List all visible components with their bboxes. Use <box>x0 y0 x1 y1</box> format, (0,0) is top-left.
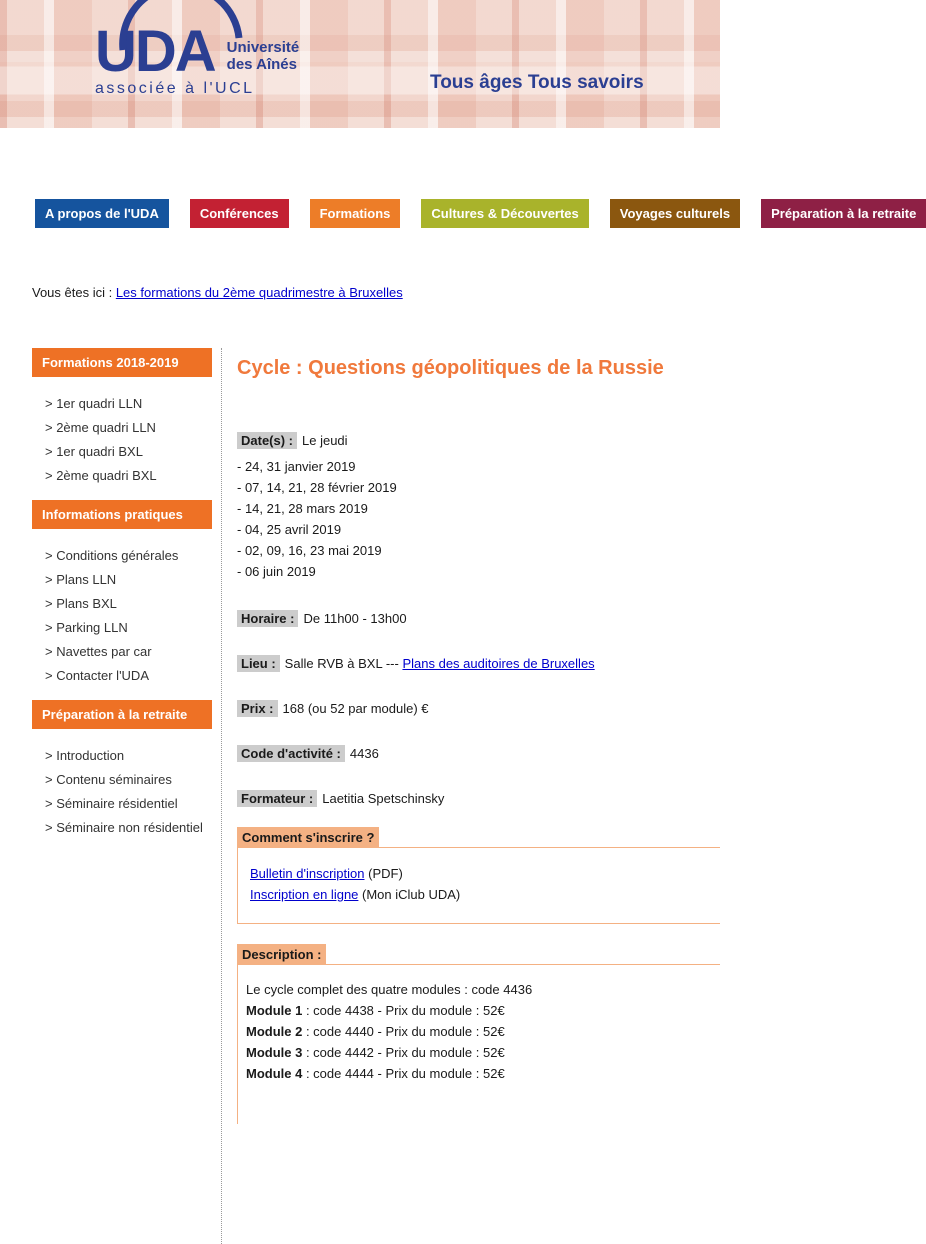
field-lieu-label: Lieu : <box>237 655 280 672</box>
sidebar-list-infos-pratiques <box>32 544 212 688</box>
date-line: - 14, 21, 28 mars 2019 <box>237 501 368 516</box>
field-horaire <box>237 610 720 627</box>
page-title: Cycle : Questions géopolitiques de la Russie <box>237 357 664 379</box>
logo-acronym: UDA <box>95 19 215 84</box>
sidebar-item-seminaire-non-residentiel[interactable]: > Séminaire non résidentiel <box>45 820 203 835</box>
nav-item-formations[interactable]: Formations <box>310 199 401 228</box>
module-name: Module 1 <box>246 1003 303 1018</box>
nav-item-a-propos[interactable]: A propos de l'UDA <box>35 199 169 228</box>
nav-item-voyages-culturels[interactable]: Voyages culturels <box>610 199 740 228</box>
field-horaire-value: De 11h00 - 13h00 <box>303 611 407 626</box>
logo-name-line1: Université <box>226 39 300 57</box>
inscription-box <box>237 848 720 924</box>
module-line <box>246 1021 720 1042</box>
inscription-heading-row <box>237 827 720 848</box>
nav-item-preparation-retraite[interactable]: Préparation à la retraite <box>761 199 926 228</box>
sidebar-item-introduction[interactable]: > Introduction <box>45 748 125 763</box>
field-code-activite <box>237 745 720 762</box>
field-lieu-value: Salle RVB à BXL --- <box>284 656 403 671</box>
sidebar-header-infos-pratiques[interactable]: Informations pratiques <box>32 500 212 529</box>
field-prix-label: Prix : <box>237 700 278 717</box>
sidebar <box>32 348 212 1244</box>
description-heading: Description : <box>237 944 326 964</box>
module-name: Module 2 <box>246 1024 303 1039</box>
field-code-value: 4436 <box>349 746 379 761</box>
date-line: - 06 juin 2019 <box>237 564 316 579</box>
bulletin-inscription-suffix: (PDF) <box>364 866 403 881</box>
sidebar-item-plans-lln[interactable]: > Plans LLN <box>45 572 117 587</box>
sidebar-item-conditions-generales[interactable]: > Conditions générales <box>45 548 179 563</box>
module-detail: : code 4440 - Prix du module : 52€ <box>302 1024 505 1039</box>
module-detail: : code 4444 - Prix du module : 52€ <box>302 1066 505 1081</box>
sidebar-header-preparation-retraite[interactable]: Préparation à la retraite <box>32 700 212 729</box>
sidebar-item-parking-lln[interactable]: > Parking LLN <box>45 620 128 635</box>
inscription-line-bulletin <box>250 863 720 884</box>
sidebar-item-2eme-quadri-lln[interactable]: > 2ème quadri LLN <box>45 420 156 435</box>
date-line: - 04, 25 avril 2019 <box>237 522 342 537</box>
sidebar-item-1er-quadri-bxl[interactable]: > 1er quadri BXL <box>45 444 143 459</box>
inscription-heading: Comment s'inscrire ? <box>237 827 379 847</box>
date-line: - 24, 31 janvier 2019 <box>237 459 356 474</box>
sidebar-item-contenu-seminaires[interactable]: > Contenu séminaires <box>45 772 172 787</box>
breadcrumb-link[interactable]: Les formations du 2ème quadrimestre à Bruxelles <box>115 285 403 300</box>
inscription-line-en-ligne <box>250 884 720 905</box>
field-horaire-label: Horaire : <box>237 610 298 627</box>
field-formateur-label: Formateur : <box>237 790 317 807</box>
main-nav <box>35 199 926 228</box>
sidebar-item-1er-quadri-lln[interactable]: > 1er quadri LLN <box>45 396 143 411</box>
sidebar-item-contacter-uda[interactable]: > Contacter l'UDA <box>45 668 149 683</box>
plans-auditoires-link[interactable]: Plans des auditoires de Bruxelles <box>402 656 595 671</box>
logo-affiliation: associée à l'UCL <box>95 80 255 98</box>
logo-arc-icon <box>113 4 251 59</box>
inscription-en-ligne-link[interactable]: Inscription en ligne <box>250 887 359 902</box>
module-detail: : code 4442 - Prix du module : 52€ <box>302 1045 505 1060</box>
header-banner <box>0 0 720 128</box>
inscription-en-ligne-suffix: (Mon iClub UDA) <box>358 887 461 902</box>
description-heading-row <box>237 944 720 965</box>
module-detail: : code 4438 - Prix du module : 52€ <box>302 1003 505 1018</box>
module-line <box>246 1042 720 1063</box>
sidebar-list-formations <box>32 392 212 488</box>
nav-item-cultures-decouvertes[interactable]: Cultures & Découvertes <box>421 199 588 228</box>
field-dates <box>237 432 720 582</box>
field-formateur-value: Laetitia Spetschinsky <box>322 791 445 806</box>
date-lines <box>237 456 720 582</box>
field-prix-value: 168 (ou 52 par module) € <box>282 701 429 716</box>
field-dates-value: Le jeudi <box>302 433 348 448</box>
field-lieu <box>237 655 720 672</box>
sidebar-item-seminaire-residentiel[interactable]: > Séminaire résidentiel <box>45 796 178 811</box>
description-box <box>237 965 720 1124</box>
breadcrumb-prefix: Vous êtes ici : <box>32 285 116 300</box>
sidebar-header-formations[interactable]: Formations 2018-2019 <box>32 348 212 377</box>
logo-name-line2: des Aînés <box>226 56 297 74</box>
module-line <box>246 1063 720 1084</box>
sidebar-item-navettes-par-car[interactable]: > Navettes par car <box>45 644 152 659</box>
content-area <box>32 348 720 1244</box>
uda-logo <box>95 19 300 98</box>
nav-item-conferences[interactable]: Conférences <box>190 199 289 228</box>
header-tagline: Tous âges Tous savoirs <box>430 72 644 93</box>
breadcrumb <box>32 285 720 300</box>
field-formateur <box>237 790 720 807</box>
field-dates-label: Date(s) : <box>237 432 297 449</box>
module-name: Module 4 <box>246 1066 303 1081</box>
field-prix <box>237 700 720 717</box>
main-column <box>221 348 720 1244</box>
date-line: - 07, 14, 21, 28 février 2019 <box>237 480 397 495</box>
bulletin-inscription-link[interactable]: Bulletin d'inscription <box>250 866 365 881</box>
module-line <box>246 1000 720 1021</box>
sidebar-item-2eme-quadri-bxl[interactable]: > 2ème quadri BXL <box>45 468 157 483</box>
field-code-label: Code d'activité : <box>237 745 345 762</box>
sidebar-item-plans-bxl[interactable]: > Plans BXL <box>45 596 117 611</box>
date-line: - 02, 09, 16, 23 mai 2019 <box>237 543 382 558</box>
module-name: Module 3 <box>246 1045 303 1060</box>
description-intro: Le cycle complet des quatre modules : code 4436 <box>246 982 533 997</box>
sidebar-list-preparation-retraite <box>32 744 212 840</box>
